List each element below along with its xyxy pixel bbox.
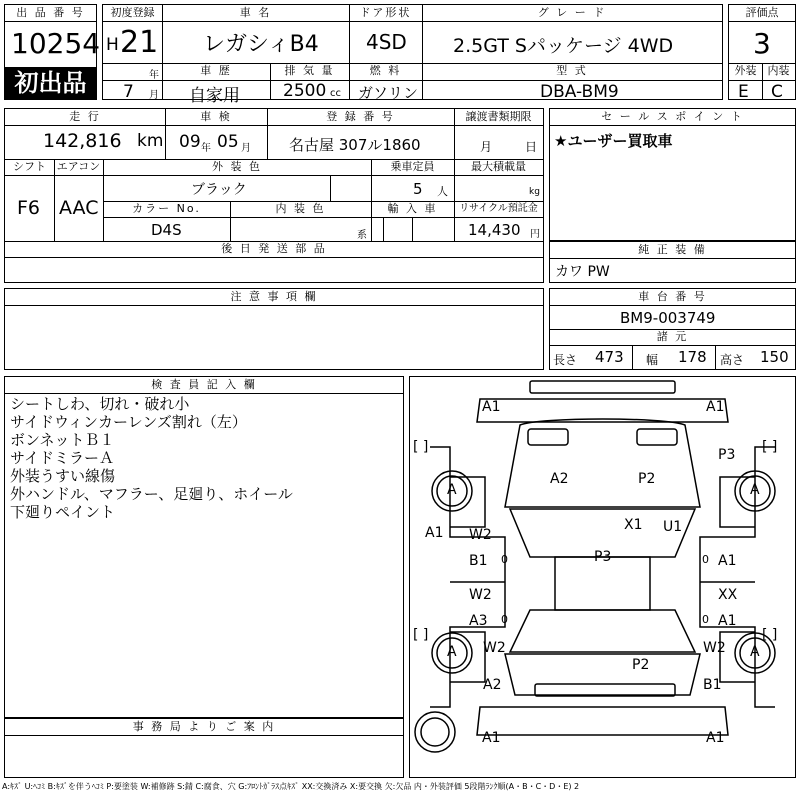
mark-bracket-left-1: [ ] xyxy=(413,439,429,455)
office-box xyxy=(4,718,404,778)
color-no-label: カラー No. xyxy=(132,202,201,215)
car-diagram-svg xyxy=(410,377,795,777)
grille-vent xyxy=(637,429,677,445)
plate-label: 登 録 番 号 xyxy=(326,110,395,123)
grade-value: 2.5GT Sパッケージ 4WD xyxy=(453,35,674,57)
fuel-value: ガソリン xyxy=(358,84,419,102)
width-value: 178 xyxy=(678,348,707,366)
chassis-number: BM9-003749 xyxy=(620,309,716,327)
recycle-unit: 円 xyxy=(530,229,540,240)
mark-u1: U1 xyxy=(663,519,683,535)
displacement-unit: cc xyxy=(330,88,341,99)
door-value: 4SD xyxy=(366,30,407,54)
length-label: 長さ xyxy=(553,353,578,367)
lot-number: 10254 xyxy=(11,27,101,60)
inspector-line: 外装うすい線傷 xyxy=(10,467,116,485)
ext-score: E xyxy=(738,82,749,102)
mark-zero-3: 0 xyxy=(501,613,508,626)
inspector-box xyxy=(4,376,404,718)
car-name: レガシィB4 xyxy=(203,32,319,57)
int-color-unit: 系 xyxy=(357,230,367,241)
month-unit: 月 xyxy=(149,90,159,101)
mileage-label: 走 行 xyxy=(69,110,101,123)
grade-label: グ レ ー ド xyxy=(537,6,607,19)
car-name-label: 車 名 xyxy=(239,6,272,19)
overall-score: 3 xyxy=(753,27,771,60)
capacity-value: 5 xyxy=(413,180,423,198)
inspection-month: 05 xyxy=(217,132,239,152)
rear-bumper-outline xyxy=(477,707,728,735)
displacement-label: 排 気 量 xyxy=(284,64,335,77)
inspector-lines xyxy=(10,395,293,521)
mark-lr-door-a3: A3 xyxy=(469,613,488,629)
mark-wheel-rr: A xyxy=(750,644,760,660)
mark-hood-a2: A2 xyxy=(550,471,569,487)
inspector-line: シートしわ、切れ・破れ小 xyxy=(10,395,190,413)
later-parts-label: 後 日 発 送 部 品 xyxy=(221,242,327,255)
score-box xyxy=(728,4,796,100)
int-score: C xyxy=(771,82,783,102)
transfer-day-unit: 日 xyxy=(525,140,538,154)
mark-front-right-a1: A1 xyxy=(706,399,725,415)
inspection-month-unit: 月 xyxy=(241,143,251,154)
transfer-label: 譲渡書類期限 xyxy=(465,110,532,123)
max-load-unit: kg xyxy=(529,187,540,197)
first-listing-badge xyxy=(5,67,96,99)
chassis-label: 車 台 番 号 xyxy=(638,290,707,303)
mark-wheel-fl: A xyxy=(447,482,457,498)
grille-vent xyxy=(528,429,568,445)
transfer-month-unit: 月 xyxy=(480,140,493,154)
lot-number-label: 出 品 番 号 xyxy=(16,6,85,19)
plate-value: 名古屋 307ル1860 xyxy=(289,136,421,154)
inspection-label: 車 検 xyxy=(200,110,232,123)
car-info-box xyxy=(102,4,723,106)
recycle-value: 14,430 xyxy=(468,221,521,239)
inspector-line: サイドウィンカーレンズ割れ（左） xyxy=(10,413,247,431)
mark-rear-right-a1: A1 xyxy=(706,730,725,746)
ext-score-label: 外装 xyxy=(734,64,757,77)
dims-label: 諸 元 xyxy=(656,330,689,343)
mark-rear-a2: A2 xyxy=(483,677,502,693)
ac-label: エアコン xyxy=(56,160,101,173)
history-label: 車 歴 xyxy=(200,64,232,77)
year-unit: 年 xyxy=(149,70,159,81)
mark-lq-w2: W2 xyxy=(483,640,506,656)
import-label: 輸 入 車 xyxy=(387,202,438,215)
rear-window-outline xyxy=(510,610,695,652)
score-label: 評価点 xyxy=(745,6,779,19)
shift-value: F6 xyxy=(17,197,41,219)
equipment-box xyxy=(549,241,796,283)
reg-month: 7 xyxy=(123,82,134,102)
height-value: 150 xyxy=(760,348,789,366)
max-load-label: 最大積載量 xyxy=(471,160,526,173)
inspector-line: 外ハンドル、マフラー、足廻り、ホイール xyxy=(10,485,293,503)
first-reg-label: 初度登録 xyxy=(110,6,155,19)
front-plate-outline xyxy=(530,381,675,393)
inspector-line: 下廻りペイント xyxy=(10,503,116,521)
mark-rr-door-xx: XX xyxy=(718,587,738,603)
mark-wheel-rl: A xyxy=(447,644,457,660)
mark-zero-2: 0 xyxy=(702,553,709,566)
sales-points-text: ★ユーザー買取車 xyxy=(554,132,673,150)
mark-roof-p3: P3 xyxy=(594,549,612,565)
mark-left-fender-a1: A1 xyxy=(425,525,444,541)
mark-bracket-left-2: [ ] xyxy=(413,627,429,643)
model-label: 型 式 xyxy=(556,64,588,77)
mark-bracket-right-2: [ ] xyxy=(762,627,778,643)
legend-text: A:ｷｽﾞ U:ﾍｺﾐ B:ｷｽﾞを伴うﾍｺﾐ P:要塗装 W:補修跡 S:錆 C:腐食、穴 G:ﾌﾛﾝﾄｶﾞﾗｽ点ｷｽﾞ XX:交換済み X:要交換 欠:欠品 内・外装評価 5段階ﾗﾝｸ順(A・B・C・D・E) 2 xyxy=(2,782,580,791)
sales-points-box xyxy=(549,108,796,241)
door-label: ドア形状 xyxy=(359,6,412,19)
ext-color-value: ブラック xyxy=(191,182,247,198)
ext-color-label: 外 装 色 xyxy=(212,160,262,173)
mark-rear-left-a1: A1 xyxy=(482,730,501,746)
reg-year: 21 xyxy=(120,25,159,60)
mark-lr-door-w2: W2 xyxy=(469,587,492,603)
mileage-value: 142,816 xyxy=(43,130,122,152)
mileage-unit: km xyxy=(137,131,164,151)
car-diagram-box xyxy=(409,376,796,778)
int-score-label: 内装 xyxy=(767,64,790,77)
sales-points-label: セ ー ル ス ポ イ ン ト xyxy=(601,110,744,123)
mark-trunk-p2: P2 xyxy=(632,657,650,673)
mark-lf-door-w2: W2 xyxy=(469,527,492,543)
capacity-label: 乗車定員 xyxy=(390,160,435,173)
length-value: 473 xyxy=(595,348,624,366)
inspection-year-unit: 年 xyxy=(201,143,211,154)
spare-wheel-inner xyxy=(421,718,449,746)
chassis-box xyxy=(549,288,796,370)
left-side-outline xyxy=(430,447,505,707)
hood-outline xyxy=(505,419,700,507)
displacement-value: 2500 xyxy=(283,81,327,101)
mark-wheel-fr: A xyxy=(750,482,760,498)
inspector-line: サイドミラーＡ xyxy=(10,449,114,467)
color-no-value: D4S xyxy=(151,221,182,239)
mark-rf-door-a1: A1 xyxy=(718,553,737,569)
mark-rq-w2: W2 xyxy=(703,640,726,656)
specs-box xyxy=(4,108,544,283)
inspection-year: 09 xyxy=(179,132,201,152)
history-value: 自家用 xyxy=(189,86,240,106)
mark-hood-p2: P2 xyxy=(638,471,656,487)
ac-value: AAC xyxy=(59,197,99,219)
model-value: DBA-BM9 xyxy=(540,82,619,102)
mark-lf-door-b1: B1 xyxy=(469,553,488,569)
office-label: 事 務 局 よ り ご 案 内 xyxy=(132,720,276,733)
notes-box xyxy=(4,288,544,370)
int-color-label: 内 装 色 xyxy=(275,202,326,215)
notes-label: 注 意 事 項 欄 xyxy=(230,290,318,303)
inspector-label: 検 査 員 記 入 欄 xyxy=(151,378,257,391)
mark-rr-door-a1: A1 xyxy=(718,613,737,629)
mark-x1: X1 xyxy=(624,517,643,533)
shift-label: シフト xyxy=(13,160,46,173)
lot-number-box xyxy=(4,4,101,100)
inspector-line: ボンネットＢ１ xyxy=(10,431,115,449)
capacity-unit: 人 xyxy=(437,185,448,198)
mark-rear-b1: B1 xyxy=(703,677,722,693)
fuel-label: 燃 料 xyxy=(369,64,402,77)
mark-bracket-right-1: [ ] xyxy=(762,439,778,455)
width-label: 幅 xyxy=(646,353,659,367)
mark-zero-1: 0 xyxy=(501,553,508,566)
equipment-text: カワ PW xyxy=(555,264,610,280)
equipment-label: 純 正 装 備 xyxy=(638,243,707,256)
mark-p3-top: P3 xyxy=(718,447,736,463)
rear-plate-outline xyxy=(535,684,675,696)
first-listing-text: 初出品 xyxy=(14,69,87,97)
recycle-label: リサイクル預託金 xyxy=(459,203,538,214)
mark-zero-4: 0 xyxy=(702,613,709,626)
right-side-outline xyxy=(700,447,778,707)
height-label: 高さ xyxy=(720,353,745,367)
mark-front-left-a1: A1 xyxy=(482,399,501,415)
era-letter: H xyxy=(106,35,119,55)
